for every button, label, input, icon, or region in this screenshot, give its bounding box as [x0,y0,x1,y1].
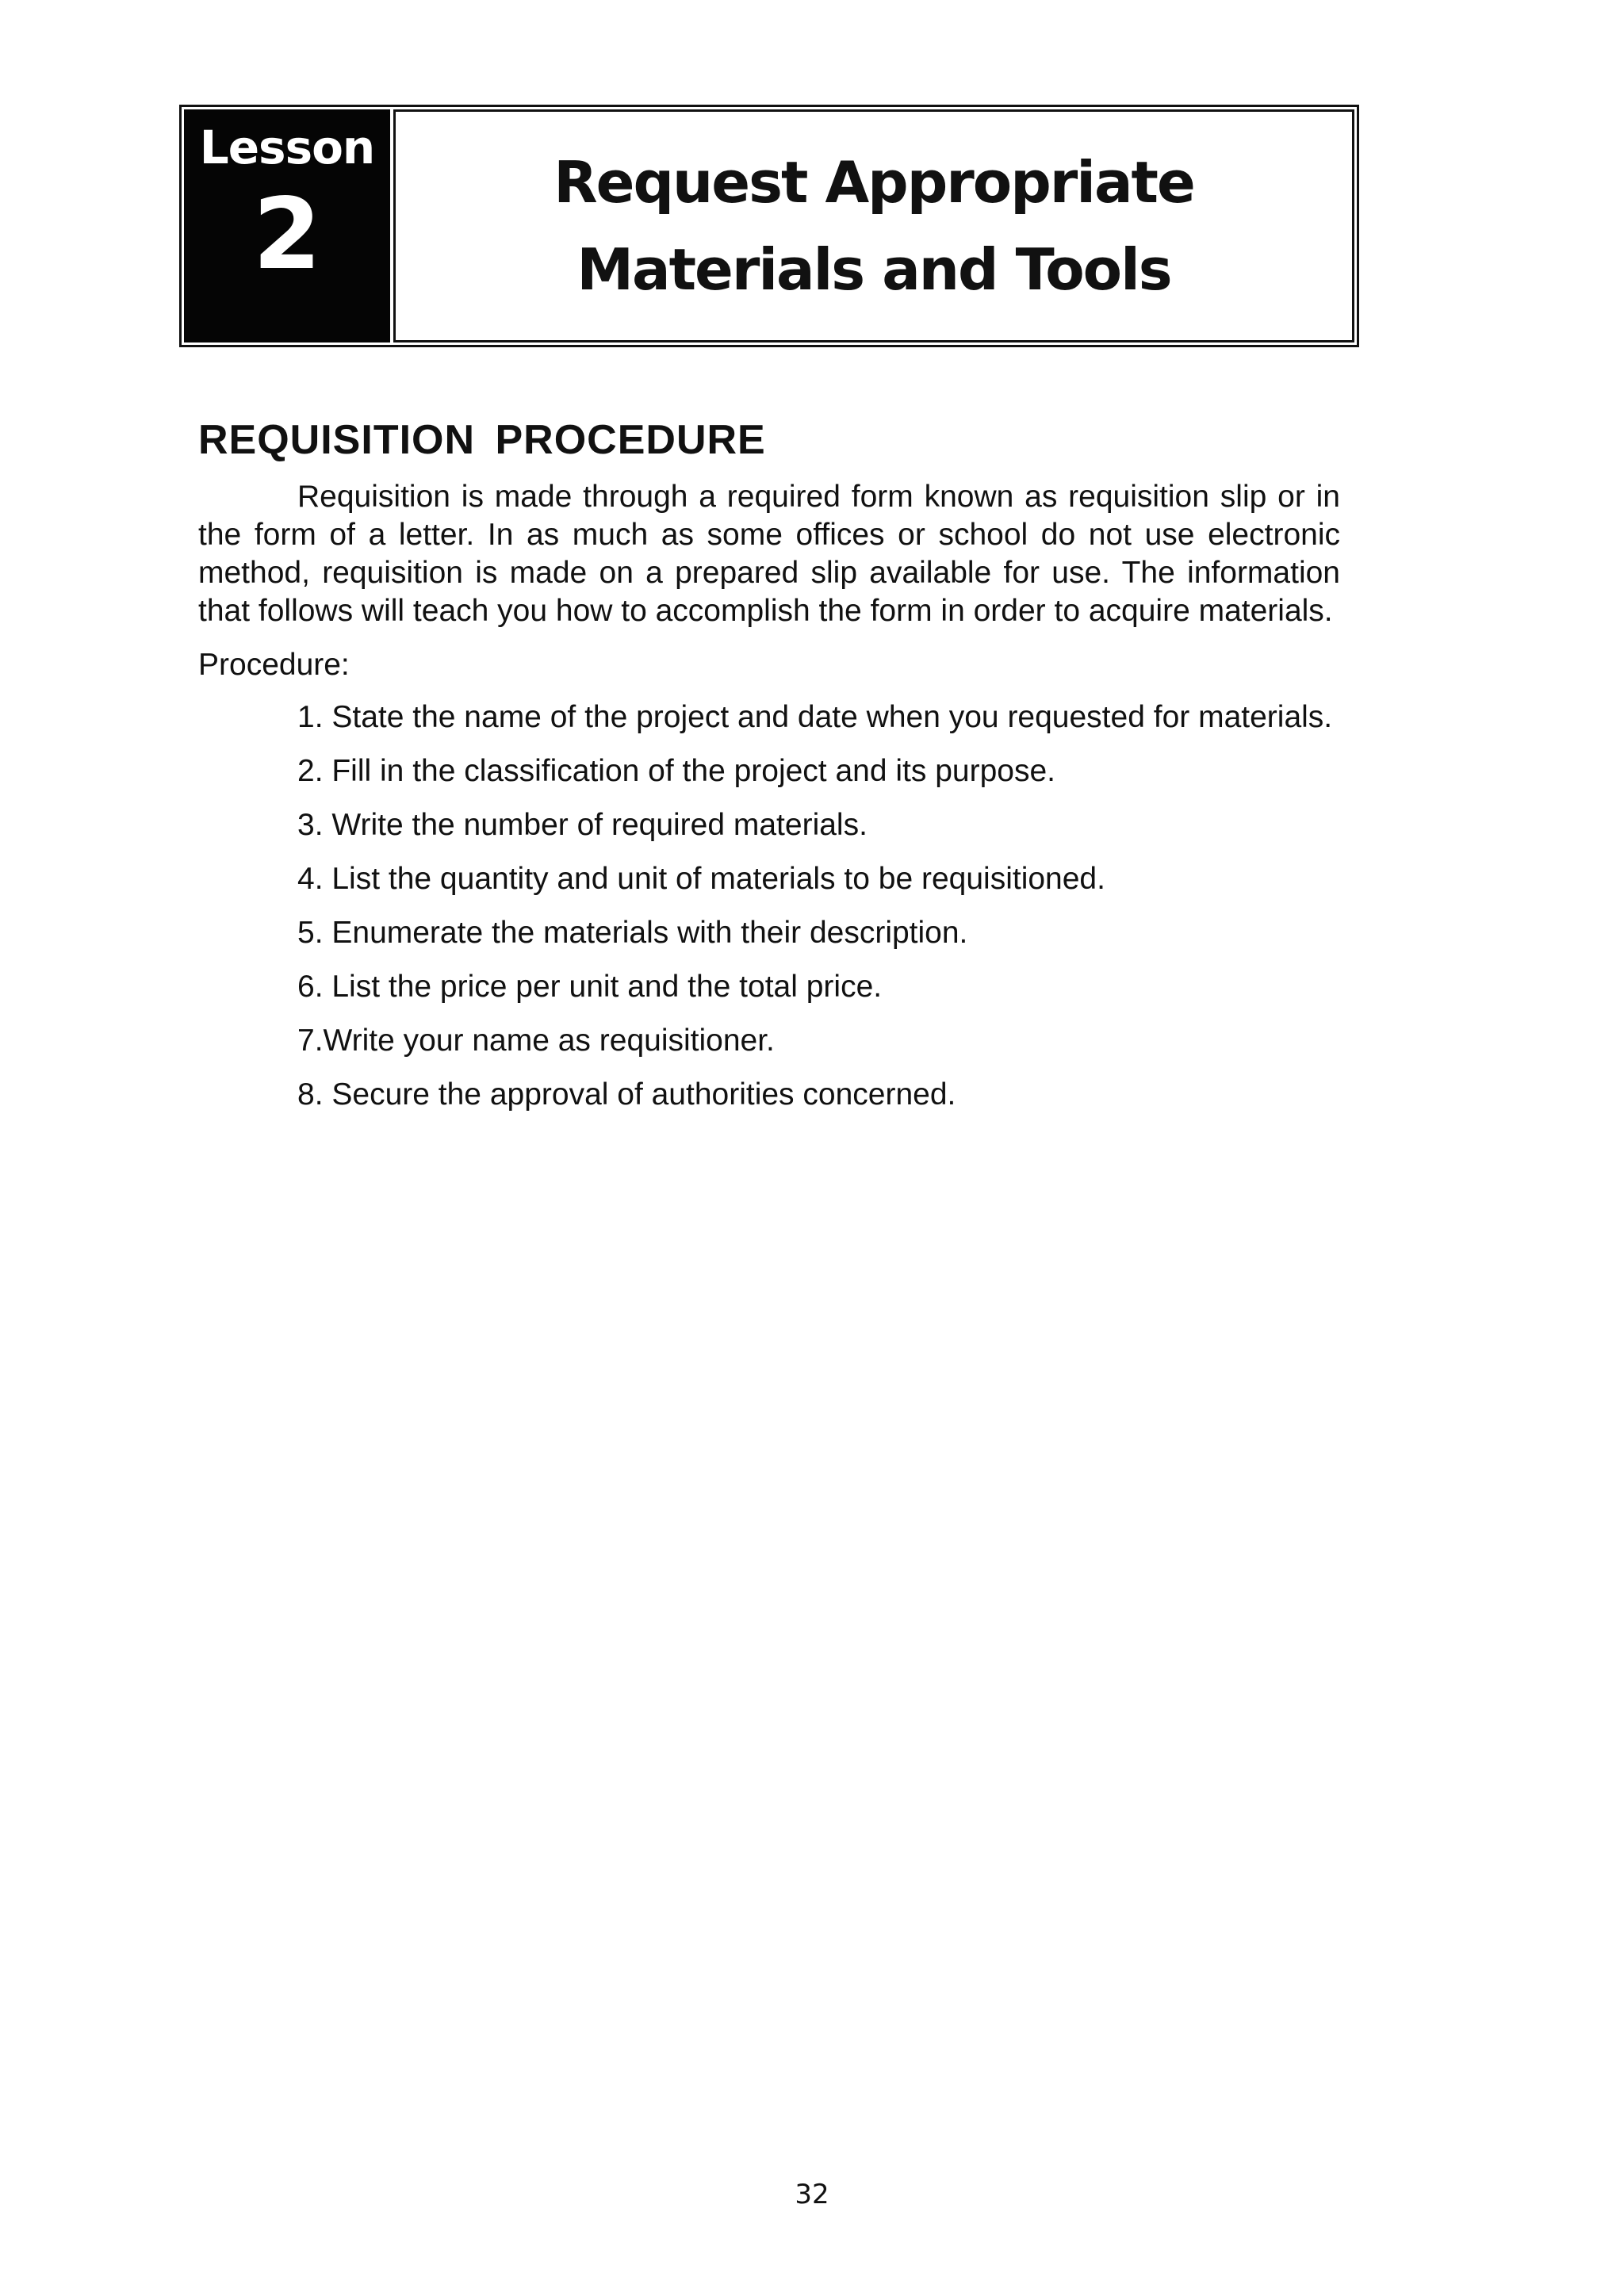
lesson-title-box [393,109,1354,342]
procedure-step: 3. Write the number of required materials. [297,808,868,842]
procedure-steps [198,698,1340,1114]
lesson-content [198,416,1340,1130]
procedure-step: 5. Enumerate the materials with their description. [297,916,968,950]
procedure-label: Procedure: [198,648,350,682]
procedure-step: 1. State the name of the project and date when you requested for materials. [297,700,1333,734]
procedure-step: 6. List the price per unit and the total price. [297,970,883,1004]
procedure-step: 4. List the quantity and unit of materials to be requisitioned. [297,862,1105,896]
section-heading: REQUISITION PROCEDURE [198,417,766,463]
procedure-step: 7.Write your name as requisitioner. [297,1024,775,1058]
lesson-header [179,105,1359,347]
lesson-title: Request Appropriate Materials and Tools [553,149,1194,303]
page-number: 32 [795,2179,829,2210]
lesson-badge [184,109,390,342]
intro-paragraph: Requisition is made through a required form known as requisition slip or in the form of a letter. In as much as some offices or school do not use electronic method, requisition is made on a prepared slip available for use. The information that follows will teach you how to accomplish the form in order to acquire materials. [198,480,1340,628]
lesson-label: Lesson [199,121,375,174]
procedure-step: 2. Fill in the classification of the project and its purpose. [297,754,1055,788]
lesson-number: 2 [252,177,322,292]
procedure-step: 8. Secure the approval of authorities concerned. [297,1077,956,1112]
